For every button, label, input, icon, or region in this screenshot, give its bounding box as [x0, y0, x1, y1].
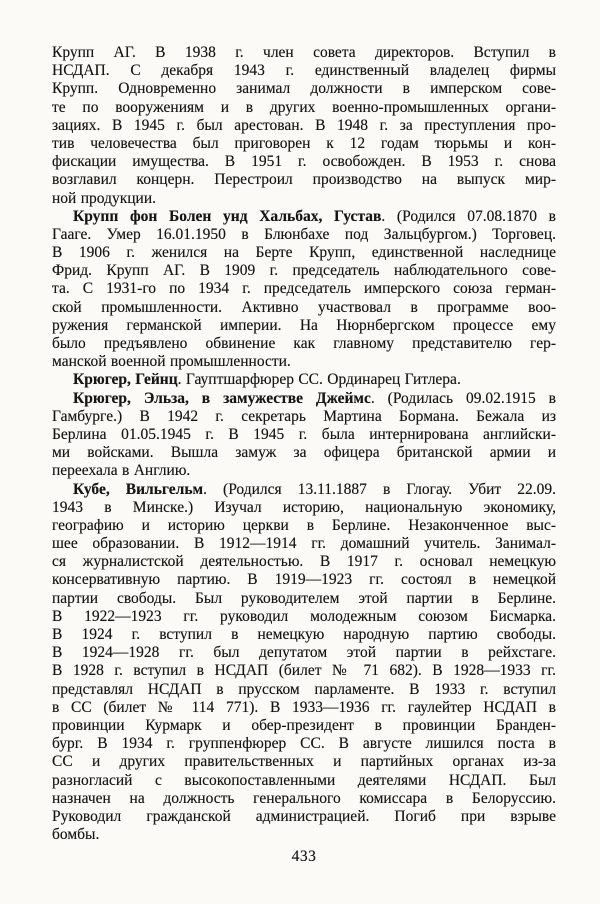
text-line [52, 553, 556, 571]
text-segment: партии свободы. Был руководителем этой партии в Берлине. [52, 589, 556, 607]
entry-name-bold: Крюгер, Эльза, в замужестве Джеймс [73, 389, 371, 407]
text-line [52, 353, 556, 371]
text-segment: . Гауптшарфюрер СС. Ординарец Гитлера. [177, 371, 461, 389]
text-line [52, 135, 556, 153]
text-segment: ми войсками. Вышла замуж за офицера британской армии и [52, 444, 556, 462]
text-segment: возглавил концерн. Перестроил производство на выпуск мир- [52, 171, 556, 189]
text-segment: консервативную партию. В 1919—1923 гг. состоял в немецкой [52, 571, 556, 589]
text-line [52, 772, 556, 790]
text-segment: 1943 в Минске.) Изучал историю, национальную экономику, [52, 498, 556, 516]
text-segment: манской военной промышленности. [52, 353, 291, 371]
entry-name-bold: Кубе, Вильгельм [73, 480, 204, 498]
text-segment: Крупп. Одновременно занимал должности в имперском сове- [52, 80, 556, 98]
text-segment: разногласий с высокопоставленными деятелями НСДАП. Был [52, 771, 556, 789]
text-line [52, 481, 556, 499]
text-line [52, 190, 556, 208]
text-line [52, 808, 556, 826]
text-line [52, 62, 556, 80]
text-line [52, 462, 556, 480]
text-line [52, 208, 556, 226]
text-line [52, 735, 556, 753]
text-line [52, 699, 556, 717]
text-segment: провинции Курмарк и обер-президент в провинции Бранден- [52, 716, 556, 734]
text-segment: фискации имущества. В 1951 г. освобожден. В 1953 г. снова [52, 153, 556, 171]
text-segment: . (Родился 07.08.1870 в [381, 207, 556, 225]
text-segment: В 1924—1928 гг. был депутатом этой партии в рейхстаге. [52, 644, 556, 662]
text-segment: В 1928 г. вступил в НСДАП (билет № 71 682). В 1928—1933 гг. [52, 662, 556, 680]
text-line [52, 790, 556, 808]
text-segment: . (Родилась 09.02.1915 в [370, 389, 556, 407]
text-segment: В 1924 г. вступил в немецкую народную партию свободы. [52, 626, 556, 643]
text-segment: ной продукции. [52, 189, 156, 207]
text-line [52, 626, 556, 644]
text-line [52, 226, 556, 244]
text-line [52, 608, 556, 626]
text-line [52, 753, 556, 771]
text-segment: переехала в Англию. [52, 462, 191, 480]
text-segment: бург. В 1934 г. группенфюрер СС. В августе лишился поста в [52, 735, 556, 753]
text-segment: бомбы. [52, 826, 100, 844]
text-segment: было предъявлено обвинение как главному представителю гер- [52, 335, 556, 352]
text-segment: географию и историю церкви в Берлине. Незаконченное выс- [52, 516, 556, 534]
text-segment: Гааге. Умер 16.01.1950 в Блюнбахе под Зальцбургом.) Торговец. [52, 225, 556, 243]
text-segment: назначен на должность генерального комиссара в Белоруссию. [52, 789, 556, 807]
text-line [52, 644, 556, 662]
text-segment: Гамбурге.) В 1942 г. секретарь Мартина Бормана. Бежала из [52, 407, 556, 425]
text-line [52, 80, 556, 98]
text-line [52, 826, 556, 844]
text-segment: Берлина 01.05.1945 г. В 1945 г. была интернирована английски- [52, 425, 556, 443]
text-line [52, 244, 556, 262]
text-line [52, 299, 556, 317]
text-segment: . (Родился 13.11.1887 в Глогау. Убит 22.09. [203, 480, 556, 498]
text-line [52, 426, 556, 444]
text-line [52, 590, 556, 608]
text-segment: шее образовании. В 1912—1914 гг. домашний учитель. Занимал- [52, 535, 556, 553]
text-segment: Фрид. Крупп АГ. В 1909 г. председатель наблюдательного сове- [52, 262, 556, 280]
text-segment: тив человечества был приговорен к 12 годам тюрьмы и кон- [52, 134, 556, 152]
text-line [52, 44, 556, 62]
text-segment: НСДАП. С декабря 1943 г. единственный владелец фирмы [52, 62, 556, 80]
text-segment: Крупп АГ. В 1938 г. член совета директоров. Вступил в [52, 44, 556, 61]
text-line [52, 499, 556, 517]
page-number: 433 [291, 848, 317, 865]
text-line [52, 408, 556, 426]
text-line [52, 517, 556, 535]
text-line [52, 335, 556, 353]
text-line [52, 535, 556, 553]
text-line [52, 117, 556, 135]
text-segment: в СС (билет № 114 771). В 1933—1936 гг. гаулейтер НСДАП в [52, 698, 556, 716]
text-line [52, 681, 556, 699]
text-line [52, 317, 556, 335]
text-segment: В 1906 г. женился на Берте Крупп, единственной наследнице [52, 244, 556, 262]
text-line [52, 153, 556, 171]
entry-name-bold: Крупп фон Болен унд Хальбах, Густав [73, 207, 382, 225]
text-line [52, 717, 556, 735]
text-segment: та. С 1931-го по 1934 г. председатель имперского союза герман- [52, 280, 556, 298]
text-line [52, 171, 556, 189]
text-segment: Руководил гражданской администрацией. Погиб при взрыве [52, 807, 556, 825]
text-segment: представлял НСДАП в прусском парламенте. В 1933 г. вступил [52, 680, 556, 698]
text-segment: ся журналистской деятельностью. В 1917 г. основал немецкую [52, 553, 556, 571]
text-line [52, 262, 556, 280]
text-segment: СС и других правительственных и партийных органах из-за [52, 753, 556, 771]
text-line [52, 371, 556, 389]
text-segment: В 1922—1923 гг. руководил молодежным союзом Бисмарка. [52, 607, 556, 625]
entry-name-bold: Крюгер, Гейнц [73, 371, 178, 389]
text-segment: те по вооружениям и в других военно-промышленных органи- [52, 98, 556, 116]
text-line [52, 280, 556, 298]
text-block [52, 44, 556, 844]
text-line [52, 444, 556, 462]
text-line [52, 390, 556, 408]
text-segment: ружения германской империи. На Нюрнбергском процессе ему [52, 316, 556, 334]
text-segment: зациях. В 1945 г. был арестован. В 1948 г. за преступления про- [52, 116, 556, 134]
text-line [52, 662, 556, 680]
text-line [52, 571, 556, 589]
text-segment: ской промышленности. Активно участвовал в программе воо- [52, 298, 556, 316]
text-line [52, 99, 556, 117]
